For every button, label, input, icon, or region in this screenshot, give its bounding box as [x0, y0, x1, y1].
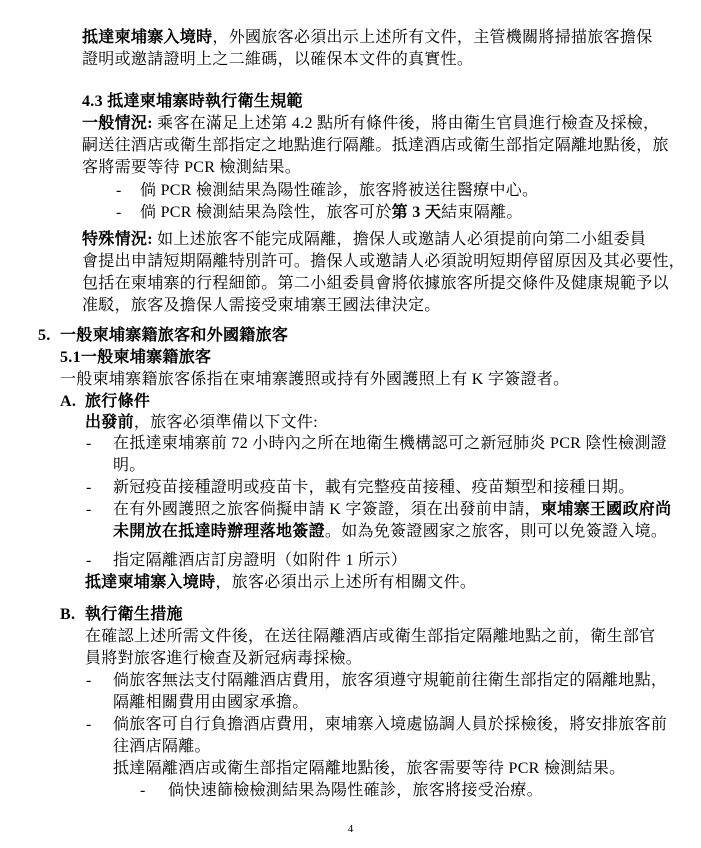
text-segment: 在抵達柬埔寨前 72 小時內之所在地衛生機構認可之新冠肺炎 PCR 陰性檢測證 [113, 435, 667, 452]
bullet-hotel-booking [0, 551, 701, 571]
text-content [82, 50, 473, 69]
bold-text-segment: 出發前 [85, 414, 134, 431]
text-content [168, 781, 543, 800]
para-general-case-line3 [0, 158, 701, 178]
text-segment: 明。 [113, 457, 146, 474]
bullet-cannot-pay-line1 [0, 671, 701, 691]
text-content [113, 522, 667, 541]
bold-text-segment: 未開放在抵達時辦理落地簽證 [113, 523, 325, 540]
text-segment: 隔離相關費用由國家承擔。 [113, 694, 309, 711]
text-segment: 如上述旅客不能完成隔離，擔保人或邀請人必須提前向第二小組委員 [157, 231, 647, 248]
para-special-case-line2 [0, 252, 701, 272]
text-segment: 乘客在滿足上述第 4.2 點所有條件後，將由衛生官員進行檢查及採檢， [157, 115, 660, 132]
para-wait-pcr [0, 759, 701, 779]
text-content [82, 114, 659, 133]
bold-text-segment: 5.1一般柬埔寨籍旅客 [60, 349, 212, 366]
bullet-self-pay-line1 [0, 715, 701, 735]
heading-a-travel-conditions [0, 392, 701, 412]
text-content [113, 759, 625, 778]
text-segment: 准駁，旅客及擔保人需接受柬埔寨王國法律決定。 [82, 297, 441, 314]
text-content [60, 348, 211, 367]
bold-text-segment: 一般柬埔寨籍旅客和外國籍旅客 [60, 327, 289, 344]
text-content [113, 715, 667, 734]
bullet-dash: - [116, 182, 122, 199]
text-content [113, 551, 407, 570]
bullet-dash: - [86, 672, 92, 689]
text-segment: 倘旅客無法支付隔離酒店費用，旅客須遵守規範前往衛生部指定的隔離地點， [113, 672, 668, 689]
text-segment: 嗣送往酒店或衛生部指定之地點進行隔離。抵達酒店或衛生部指定隔離地點後，旅 [82, 137, 669, 154]
bullet-k-visa-line2 [0, 522, 701, 542]
text-content [113, 693, 309, 712]
text-segment: 客將需要等待 PCR 檢測結果。 [82, 159, 302, 176]
para-definition [0, 370, 701, 390]
bold-text-segment: 特殊情況: [82, 231, 158, 248]
text-content [82, 296, 441, 315]
text-content [82, 274, 669, 293]
text-segment: 會提出申請短期隔離特別許可。擔保人或邀請人必須說明短期停留原因及其必要性， [82, 253, 686, 270]
bullet-cannot-pay-line2 [0, 693, 701, 713]
text-content [113, 737, 211, 756]
text-segment: 倘快速篩檢檢測結果為陽性確診，旅客將接受治療。 [168, 782, 543, 799]
text-content [85, 605, 183, 624]
para-before-departure [0, 413, 701, 433]
text-content [82, 28, 653, 47]
bullet-dash: - [140, 782, 146, 799]
text-content [85, 413, 318, 432]
text-segment: 倘 PCR 檢測結果為陽性確診，旅客將被送往醫療中心。 [140, 182, 539, 199]
para-special-case-line3 [0, 274, 701, 294]
text-segment: 抵達隔離酒店或衛生部指定隔離地點後，旅客需要等待 PCR 檢測結果。 [113, 760, 626, 777]
bold-text-segment: 一般情況: [82, 115, 158, 132]
para-special-case-line4 [0, 296, 701, 316]
text-segment: 新冠疫苗接種證明或疫苗卡，載有完整疫苗接種、疫苗類型和接種日期。 [113, 479, 635, 496]
text-content [85, 627, 656, 646]
bold-text-segment: 執行衛生措施 [85, 606, 183, 623]
bold-text-segment: 柬埔寨王國政府尚 [540, 501, 672, 518]
bullet-self-pay-line2 [0, 737, 701, 757]
para-general-case-line1 [0, 114, 701, 134]
para-b-intro-line2 [0, 649, 701, 669]
text-content [82, 252, 685, 271]
bullet-dash: - [86, 501, 92, 518]
text-segment: 指定隔離酒店訂房證明（如附件 1 所示） [113, 552, 408, 569]
bold-text-segment: 第 3 天 [391, 204, 442, 221]
text-content [82, 158, 301, 177]
text-segment: 。如為免簽證國家之旅客，則可以免簽證入境。 [324, 523, 668, 540]
bullet-pcr-cert-line2 [0, 456, 701, 476]
bold-text-segment: 旅行條件 [85, 393, 151, 410]
text-content [113, 434, 667, 453]
text-segment: 在有外國護照之旅客倘擬申請 K 字簽證，須在出發前申請， [113, 501, 541, 518]
text-content [82, 136, 669, 155]
text-content [113, 671, 667, 690]
para-arrival-show-docs [0, 573, 701, 593]
bullet-dash: - [86, 716, 92, 733]
bullet-dash: - [86, 552, 92, 569]
heading-4-3 [0, 92, 701, 112]
text-segment: 一般柬埔寨籍旅客係指在柬埔寨護照或持有外國護照上有 K 字簽證者。 [60, 371, 570, 388]
bullet-pcr-negative [0, 203, 701, 223]
page-number: 4 [347, 823, 354, 835]
text-content [85, 573, 476, 592]
heading-5 [0, 326, 701, 346]
bullet-dash: - [86, 435, 92, 452]
text-segment: 往酒店隔離。 [113, 738, 211, 755]
bold-text-segment: 抵達柬埔寨入境時 [82, 29, 213, 46]
bullet-pcr-cert-line1 [0, 434, 701, 454]
text-content [113, 500, 671, 519]
bullet-k-visa-line1 [0, 500, 701, 520]
bullet-dash: - [86, 479, 92, 496]
text-segment: ，旅客必須準備以下文件: [133, 414, 318, 431]
text-segment: 結束隔離。 [441, 204, 523, 221]
text-content [82, 92, 303, 111]
list-label: 5. [38, 327, 51, 344]
text-segment: 證明或邀請證明上之二維碼，以確保本文件的真實性。 [82, 51, 474, 68]
bold-text-segment: 抵達柬埔寨入境時 [85, 574, 216, 591]
text-content [85, 392, 150, 411]
text-segment: ，外國旅客必須出示上述所有文件，主管機關將掃描旅客擔保 [212, 29, 653, 46]
bullet-pcr-positive [0, 181, 701, 201]
heading-5-1 [0, 348, 701, 368]
text-content [140, 203, 523, 222]
text-content [82, 230, 646, 249]
heading-b-health-measures [0, 605, 701, 625]
text-segment: 倘旅客可自行負擔酒店費用，柬埔寨入境處協調人員於採檢後，將安排旅客前 [113, 716, 668, 733]
text-segment: 在確認上述所需文件後，在送往隔離酒店或衛生部指定隔離地點之前，衛生部官 [85, 628, 656, 645]
text-content [113, 478, 635, 497]
text-content [60, 370, 569, 389]
text-content [140, 181, 538, 200]
text-segment: 倘 PCR 檢測結果為陰性，旅客可於 [140, 204, 392, 221]
para-general-case-line2 [0, 136, 701, 156]
text-content [60, 326, 288, 345]
para-b-intro-line1 [0, 627, 701, 647]
text-content [85, 649, 362, 668]
bullet-vaccine-card [0, 478, 701, 498]
para-arrival-scan-line1 [0, 28, 701, 48]
text-segment: 包括在柬埔寨的行程細節。第二小組委員會將依據旅客所提交條件及健康規範予以 [82, 275, 669, 292]
bullet-dash: - [116, 204, 122, 221]
bold-text-segment: 4.3 抵達柬埔寨時執行衛生規範 [82, 93, 303, 110]
subbullet-rapid-test-positive [0, 781, 701, 801]
para-special-case-line1 [0, 230, 701, 250]
text-segment: 員將對旅客進行檢查及新冠病毒採檢。 [85, 650, 363, 667]
list-label: A. [60, 393, 77, 410]
text-content [113, 456, 146, 475]
list-label: B. [60, 606, 76, 623]
para-arrival-scan-line2 [0, 50, 701, 70]
text-segment: ，旅客必須出示上述所有相關文件。 [215, 574, 477, 591]
